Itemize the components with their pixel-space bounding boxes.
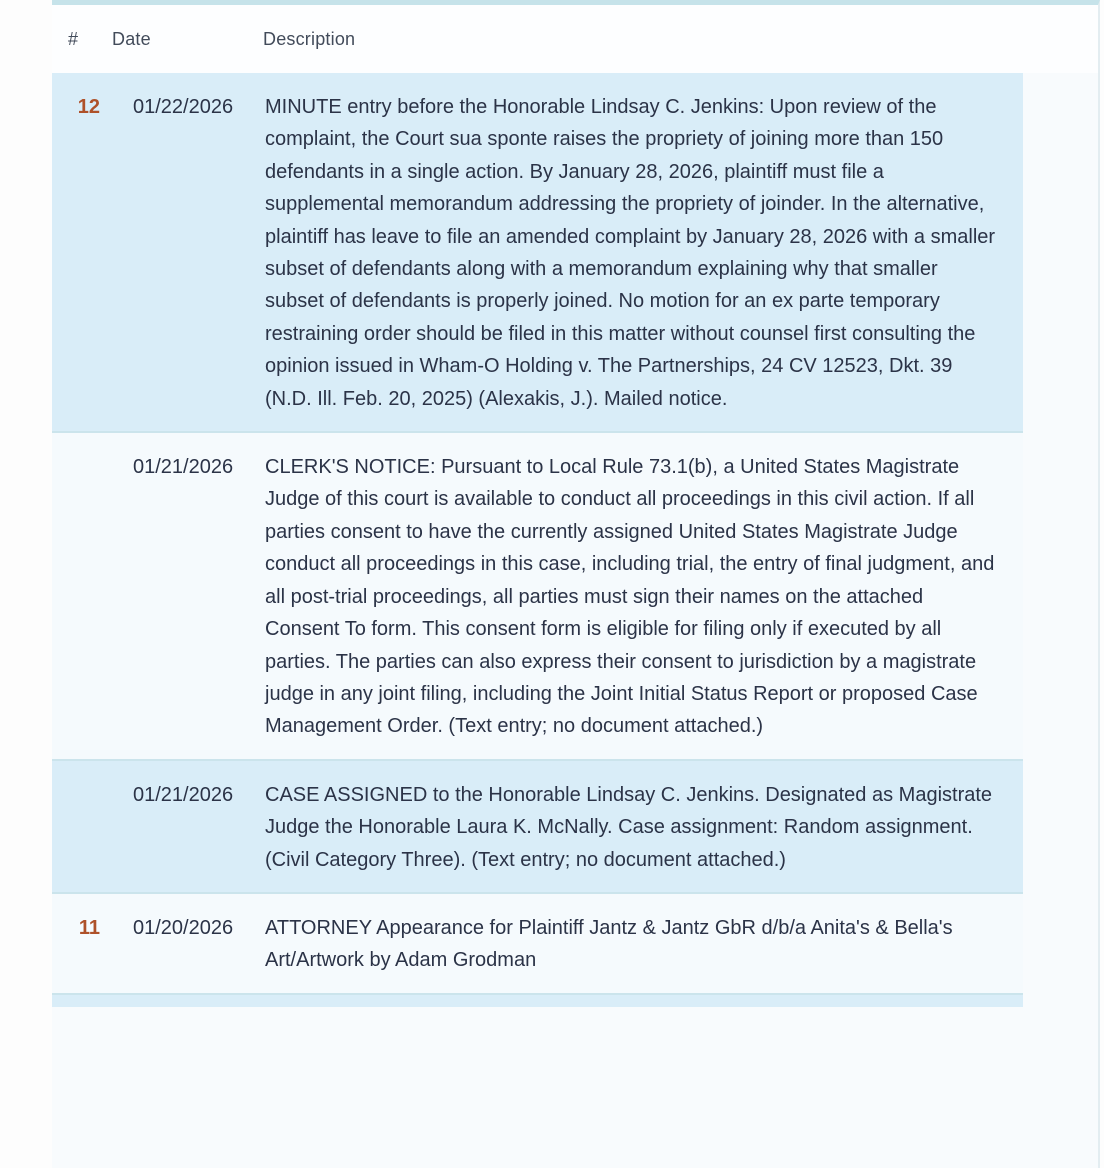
doc-number-cell [52, 451, 133, 743]
doc-number-cell [52, 91, 133, 415]
docket-row-clerks-notice [52, 431, 1023, 759]
docket-table-panel [52, 0, 1100, 1168]
table-header [52, 5, 1098, 73]
doc-number-link-12[interactable]: 12 [77, 96, 100, 118]
entry-description: ATTORNEY Appearance for Plaintiff Jantz & Jantz GbR d/b/a Anita's & Bella's Art/Artwork by Adam Grodman [265, 916, 953, 972]
entry-date: 01/22/2026 [133, 96, 234, 118]
docket-row-case-assigned [52, 759, 1023, 892]
doc-number-cell [52, 779, 133, 876]
entry-description: CASE ASSIGNED to the Honorable Lindsay C. Jenkins. Designated as Magistrate Judge the Honorable Laura K. McNally. Case assignment: Random assignment. (Civil Category Three). (Text entry; no document attached.) [265, 783, 993, 871]
entry-date: 01/20/2026 [133, 916, 234, 939]
docket-row-entry-12 [52, 73, 1023, 431]
entry-description: MINUTE entry before the Honorable Lindsay C. Jenkins: Upon review of the complaint, the Court sua sponte raises the propriety of joining more than 150 defendants in a single action. By January 28, 2026, plaintiff must file a supplemental memorandum addressing the propriety of joinder. In the alternative, plaintiff has leave to file an amended complaint by January 28, 2026 with a smaller subset of defendants along with a memorandum explaining why that smaller subset of defendants is properly joined. No motion for an ex parte temporary restraining order should be filed in this matter without counsel first consulting the opinion issued in Wham-O Holding v. The Partnerships, 24 CV 12523, Dkt. 39 (N.D. Ill. Feb. 20, 2025) (Alexakis, J.). Mailed notice. [265, 96, 996, 410]
doc-number-cell [52, 912, 133, 977]
entry-date: 01/21/2026 [133, 456, 234, 479]
docket-row-entry-11 [52, 892, 1023, 993]
entry-description: CLERK'S NOTICE: Pursuant to Local Rule 73.1(b), a United States Magistrate Judge of this court is available to conduct all proceedings in this civil action. If all parties consent to have the currently assigned United States Magistrate Judge conduct all proceedings in this case, including trial, the entry of final judgment, and all post-trial proceedings, all parties must sign their names on the attached Consent To form. This consent form is eligible for filing only if executed by all parties. The parties can also express their consent to jurisdiction by a magistrate judge in any joint filing, including the Joint Initial Status Report or proposed Case Management Order. (Text entry; no document attached.) [265, 456, 995, 738]
next-row-partial [52, 993, 1023, 1007]
column-header-date: Date [112, 28, 151, 49]
docket-rows [52, 73, 1023, 1007]
column-header-number: # [68, 28, 79, 49]
entry-date: 01/21/2026 [133, 783, 234, 806]
doc-number-link-11[interactable]: 11 [78, 916, 100, 939]
column-header-description: Description [263, 28, 356, 49]
